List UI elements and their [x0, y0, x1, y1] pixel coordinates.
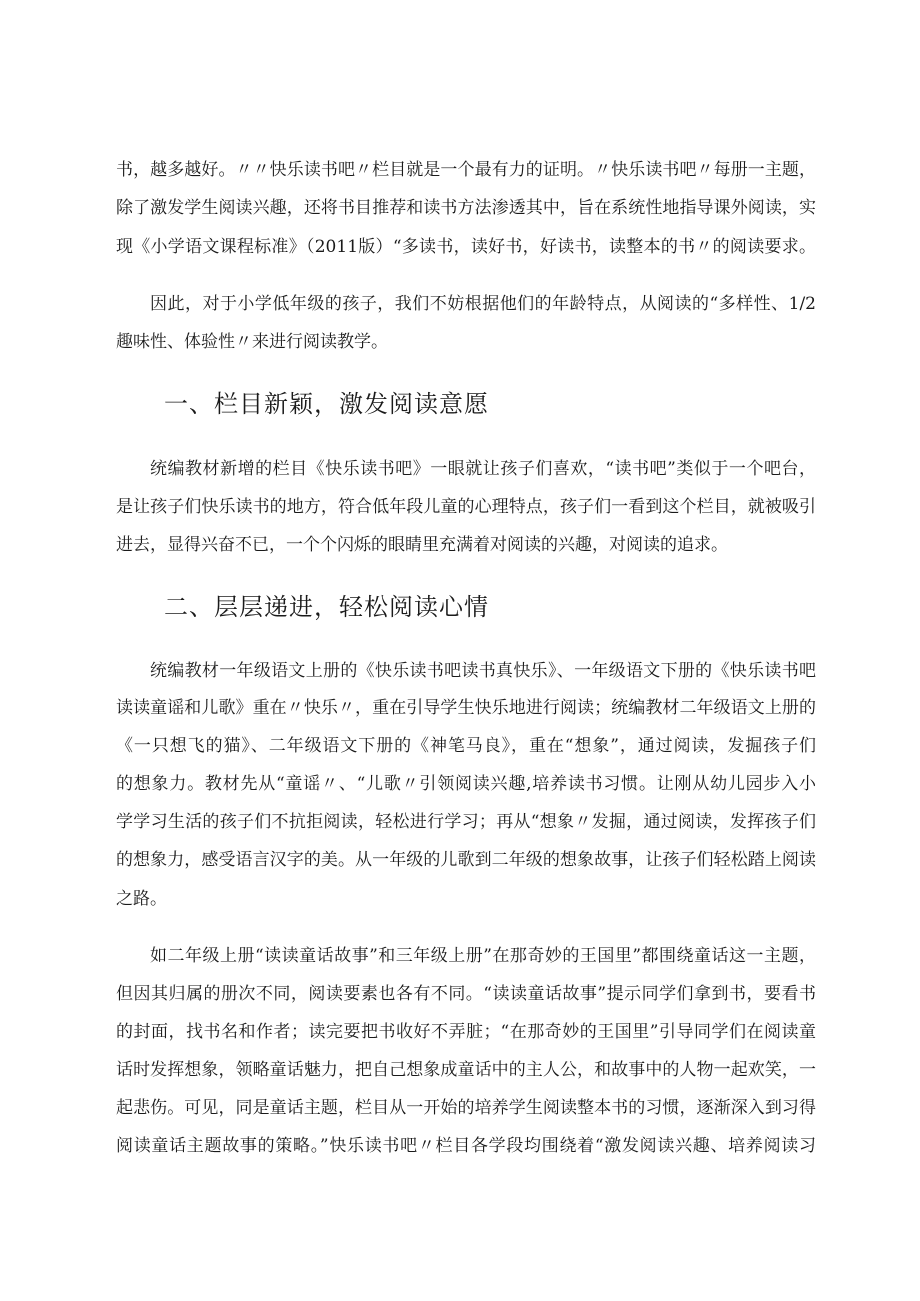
paragraph-3-line-1: 统编教材新增的栏目《快乐读书吧》一眼就让孩子们喜欢，“读书吧”类似于一个吧台，: [150, 459, 816, 479]
paragraph-3-line-2: 是让孩子们快乐读书的地方，符合低年段儿童的心理特点，孩子们一看到这个栏目，就被吸引: [116, 497, 816, 517]
paragraph-1-line-3: 现《小学语文课程标准》（2011版）“多读书，读好书，好读书，读整本的书〃的阅读要求。: [116, 237, 816, 257]
paragraph-2-line-2: 趣味性、体验性〃来进行阅读教学。: [116, 332, 388, 352]
paragraph-5-line-3: 的封面，找书名和作者；读完要把书收好不弄脏；“在那奇妙的王国里”引导同学们在阅读童: [116, 1022, 816, 1042]
paragraph-2-line-1: 因此，对于小学低年级的孩子，我们不妨根据他们的年龄特点，从阅读的“多样性、1/2: [150, 294, 816, 314]
paragraph-1-line-2: 除了激发学生阅读兴趣，还将书目推荐和读书方法渗透其中，旨在系统性地指导课外阅读，实: [116, 198, 816, 218]
section-heading-1: 一、栏目新颖，激发阅读意愿: [164, 390, 489, 418]
section-heading-2: 二、层层递进，轻松阅读心情: [164, 593, 489, 621]
paragraph-4-line-7: 之路。: [116, 889, 167, 909]
paragraph-3-line-3: 进去，显得兴奋不已，一个个闪烁的眼睛里充满着对阅读的兴趣，对阅读的追求。: [116, 535, 728, 555]
paragraph-5-line-2: 但因其归属的册次不同，阅读要素也各有不同。“读读童话故事”提示同学们拿到书，要看书: [116, 984, 816, 1004]
paragraph-4-line-6: 的想象力，感受语言汉字的美。从一年级的儿歌到二年级的想象故事，让孩子们轻松踏上阅读: [116, 850, 816, 870]
paragraph-5-line-5: 起悲伤。可见，同是童话主题，栏目从一开始的培养学生阅读整本书的习惯，逐渐深入到习得: [116, 1098, 816, 1118]
paragraph-5-line-1: 如二年级上册“读读童话故事”和三年级上册”在那奇妙的王国里”都围绕童话这一主题，: [150, 946, 816, 966]
paragraph-4-line-3: 《一只想飞的猫》、二年级语文下册的《神笔马良》，重在“想象”，通过阅读，发掘孩子们: [116, 736, 816, 756]
paragraph-5-line-6: 阅读童话主题故事的策略。”快乐读书吧〃栏目各学段均围绕着“激发阅读兴趣、培养阅读习: [116, 1136, 816, 1156]
paragraph-5-line-4: 话时发挥想象，领略童话魅力，把自己想象成童话中的主人公，和故事中的人物一起欢笑，一: [116, 1060, 816, 1080]
paragraph-4-line-4: 的想象力。教材先从“童谣〃、“儿歌〃引领阅读兴趣,培养读书习惯。让刚从幼儿园步入小: [116, 774, 816, 794]
paragraph-4-line-5: 学学习生活的孩子们不抗拒阅读，轻松进行学习；再从“想象〃发掘，通过阅读，发挥孩子们: [116, 812, 816, 832]
paragraph-4-line-1: 统编教材一年级语文上册的《快乐读书吧读书真快乐》、一年级语文下册的《快乐读书吧: [150, 661, 816, 681]
paragraph-4-line-2: 读读童谣和儿歌》重在〃快乐〃，重在引导学生快乐地进行阅读；统编教材二年级语文上册的: [116, 698, 816, 718]
paragraph-1-line-1: 书，越多越好。〃〃快乐读书吧〃栏目就是一个最有力的证明。〃快乐读书吧〃每册一主题，: [116, 160, 816, 180]
